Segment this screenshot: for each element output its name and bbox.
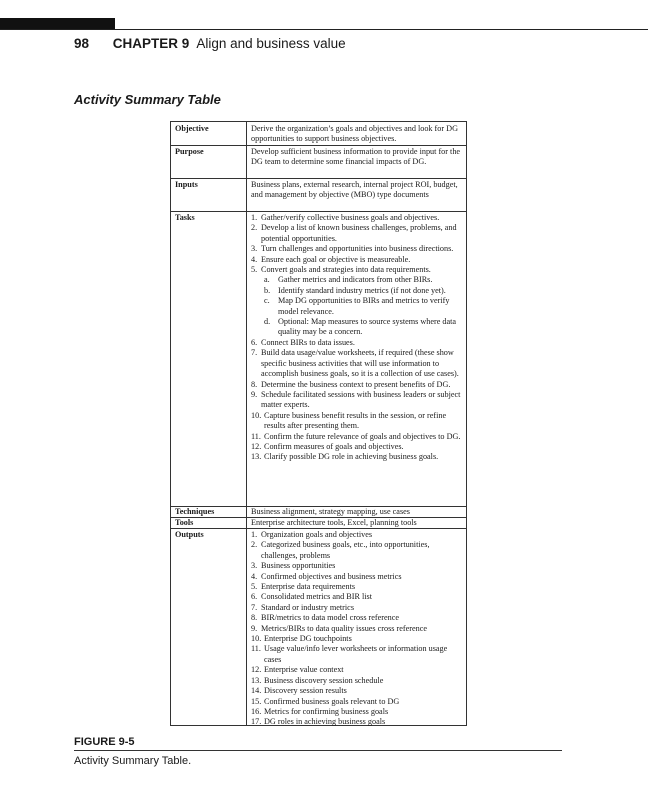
list-item: b. Identify standard industry metrics (if not done yet). xyxy=(264,285,446,295)
table-row-tasks xyxy=(171,211,466,507)
row-value: Enterprise architecture tools, Excel, planning tools xyxy=(251,518,417,527)
row-label: Tools xyxy=(175,518,194,527)
row-label: Tasks xyxy=(175,213,195,222)
list-item: 7. Standard or industry metrics xyxy=(251,602,355,612)
row-value: Develop sufficient business information to provide input for the DG team to determine some financial impacts of DG. xyxy=(251,147,461,167)
table-row-inputs xyxy=(171,178,466,212)
outputs-list xyxy=(251,530,462,728)
row-value: Derive the organization’s goals and objectives and look for DG opportunities to support business objectives. xyxy=(251,124,458,144)
tasks-list-continued xyxy=(251,338,462,463)
list-item: c. Map DG opportunities to BIRs and metrics to verify model relevance. xyxy=(264,296,450,316)
chapter-label: CHAPTER 9 xyxy=(112,36,190,51)
list-item: 2. Categorized business goals, etc., into opportunities, challenges, problems xyxy=(251,540,430,560)
page-number: 98 xyxy=(74,36,90,51)
figure-label: FIGURE 9-5 xyxy=(74,736,135,748)
list-item: d. Optional: Map measures to source systems where data quality may be a concern. xyxy=(264,317,457,337)
activity-summary-table xyxy=(170,121,467,726)
table-row-purpose xyxy=(171,145,466,179)
list-item: 9. Schedule facilitated sessions with business leaders or subject matter experts. xyxy=(251,389,461,410)
list-item: 8. BIR/metrics to data model cross reference xyxy=(251,613,399,623)
list-item: 16. Metrics for confirming business goals xyxy=(251,706,389,716)
list-item: 13. Clarify possible DG role in achieving business goals. xyxy=(251,452,439,462)
figure-rule xyxy=(74,750,562,751)
list-item: 15. Confirmed business goals relevant to DG xyxy=(251,696,400,706)
row-value: Business plans, external research, internal project ROI, budget, and management by objective (MBO) type documents xyxy=(251,180,458,200)
row-label: Objective xyxy=(175,124,209,133)
list-item: 5. Convert goals and strategies into data requirements. xyxy=(251,265,431,275)
list-item: 7. Build data usage/value worksheets, if required (these show specific business activities that will use information to accomplish business goals, so it is a collection of use cases). xyxy=(251,348,459,379)
top-rule xyxy=(0,29,648,30)
list-item: 1. Gather/verify collective business goals and objectives. xyxy=(251,213,440,222)
list-item: 17. DG roles in achieving business goals xyxy=(251,717,386,727)
list-item: 11. Usage value/info lever worksheets or information usage cases xyxy=(251,644,448,664)
row-label: Outputs xyxy=(175,530,204,539)
list-item: a. Gather metrics and indicators from other BIRs. xyxy=(264,275,433,285)
list-item: 3. Turn challenges and opportunities into business directions. xyxy=(251,244,454,254)
list-item: 11. Confirm the future relevance of goals and objectives to DG. xyxy=(251,431,461,441)
section-title: Activity Summary Table xyxy=(74,92,221,107)
list-item: 3. Business opportunities xyxy=(251,561,336,571)
list-item: 12. Confirm measures of goals and objectives. xyxy=(251,441,404,451)
figure-caption: Activity Summary Table. xyxy=(74,755,192,767)
chapter-title: Align and business value xyxy=(196,36,346,51)
list-item: 6. Consolidated metrics and BIR list xyxy=(251,592,372,602)
list-item: 10. Enterprise DG touchpoints xyxy=(251,634,352,644)
list-item: 10. Capture business benefit results in the session, or refine results after presenting them. xyxy=(251,410,447,431)
list-item: 4. Ensure each goal or objective is measureable. xyxy=(251,254,411,264)
row-label: Techniques xyxy=(175,507,215,516)
list-item: 4. Confirmed objectives and business metrics xyxy=(251,571,402,581)
list-item: 13. Business discovery session schedule xyxy=(251,675,384,685)
list-item: 6. Connect BIRs to data issues. xyxy=(251,337,355,347)
list-item: 9. Metrics/BIRs to data quality issues cross reference xyxy=(251,623,427,633)
list-item: 5. Enterprise data requirements xyxy=(251,582,356,592)
row-label: Purpose xyxy=(175,147,204,156)
row-value: Business alignment, strategy mapping, use cases xyxy=(251,507,410,516)
list-item: 8. Determine the business context to present benefits of DG. xyxy=(251,379,451,389)
list-item: 14. Discovery session results xyxy=(251,686,347,696)
list-item: 12. Enterprise value context xyxy=(251,665,344,675)
table-row-outputs xyxy=(171,528,466,725)
tasks-list xyxy=(251,213,462,275)
list-item: 1. Organization goals and objectives xyxy=(251,530,373,539)
tasks-sublist xyxy=(264,275,462,337)
table-row-objective xyxy=(171,122,466,146)
row-value xyxy=(251,213,462,463)
list-item: 2. Develop a list of known business challenges, problems, and potential opportunities. xyxy=(251,223,457,243)
running-header xyxy=(74,36,346,51)
row-value xyxy=(251,530,462,728)
row-label: Inputs xyxy=(175,180,198,189)
